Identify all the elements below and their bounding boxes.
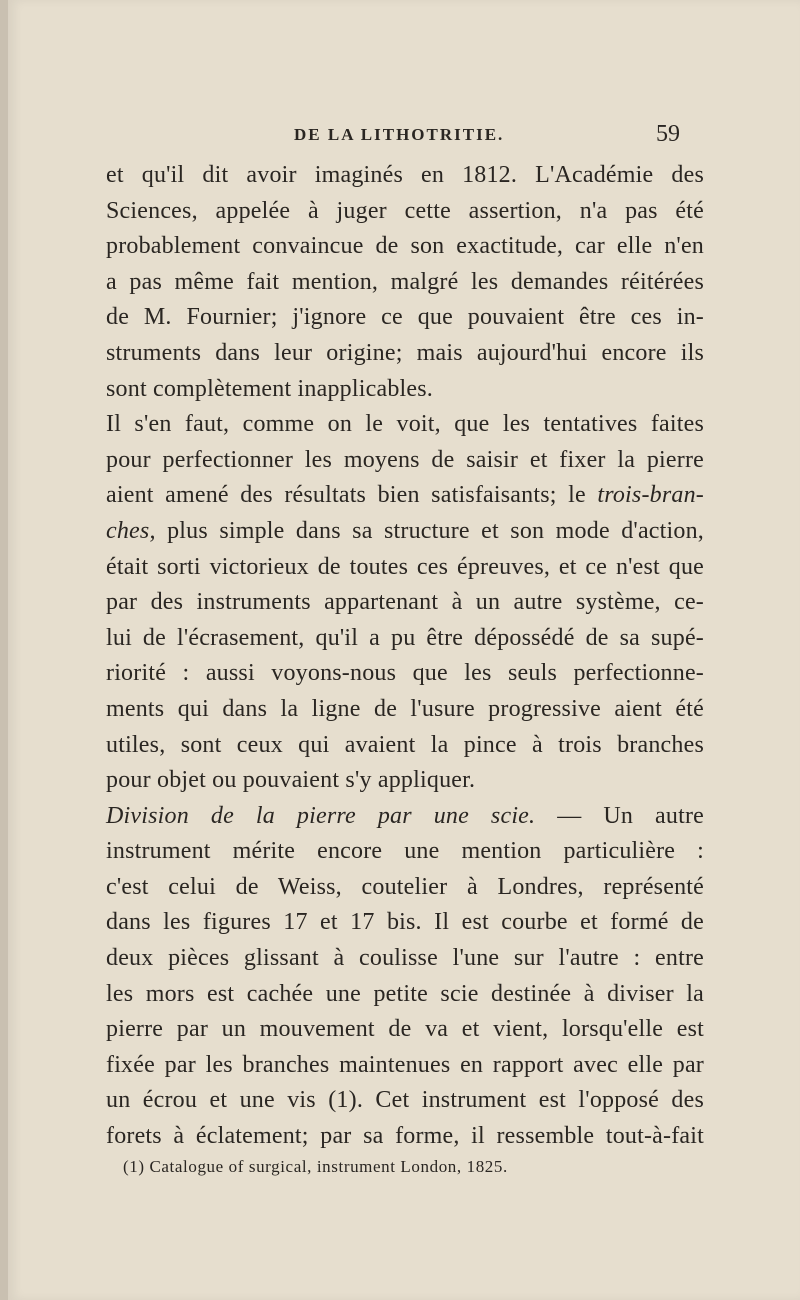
text-fragment: aient amené des résultats bien satisfaisants; le: [106, 482, 586, 509]
text-line: pierre par un mouvement de va et vient, lorsqu'elle est: [106, 1016, 704, 1043]
text-line: de M. Fournier; j'ignore ce que pouvaient être ces in-: [106, 304, 704, 331]
section-heading: Division de la pierre par une scie.: [106, 802, 536, 829]
text-line: lui de l'écrasement, qu'il a pu être dépossédé de sa supé-: [106, 624, 704, 651]
text-line: c'est celui de Weiss, coutelier à Londres, représenté: [106, 873, 704, 900]
text-line: fixée par les branches maintenues en rapport avec elle par: [106, 1051, 704, 1078]
text-line: pour perfectionner les moyens de saisir et fixer la pierre: [106, 446, 704, 473]
text-line: deux pièces glissant à coulisse l'une sur l'autre : entre: [106, 945, 704, 972]
text-line: utiles, sont ceux qui avaient la pince à trois branches: [106, 731, 704, 758]
text-line: sont complètement inapplicables.: [106, 375, 433, 402]
text-line: pour objet ou pouvaient s'y appliquer.: [106, 767, 476, 794]
text-line: instrument mérite encore une mention particulière :: [106, 838, 704, 865]
italic-term-continuation: ches,: [106, 517, 156, 544]
text-line: [106, 514, 704, 550]
text-line: et qu'il dit avoir imaginés en 1812. L'Académie des: [106, 162, 704, 188]
text-line: riorité : aussi voyons-nous que les seuls perfectionne-: [106, 660, 704, 687]
text-fragment: — Un autre: [557, 802, 705, 829]
page-number: 59: [656, 121, 680, 147]
text-line: un écrou et une vis (1). Cet instrument est l'opposé des: [106, 1087, 704, 1114]
text-line: probablement convaincue de son exactitude, car elle n'en: [106, 233, 704, 260]
section-heading-line: [106, 799, 704, 835]
text-line: Sciences, appelée à juger cette assertion, n'a pas été: [106, 197, 704, 224]
body-text: [106, 158, 704, 1155]
text-line: struments dans leur origine; mais aujourd'hui encore ils: [106, 339, 704, 366]
text-line: les mors est cachée une petite scie destinée à diviser la: [106, 980, 704, 1007]
italic-term: trois-bran-: [597, 482, 704, 509]
text-fragment: plus simple dans sa structure et son mode d'action,: [155, 517, 704, 544]
text-line: forets à éclatement; par sa forme, il ressemble tout-à-fait: [106, 1123, 704, 1150]
running-head-title: DE LA LITHOTRITIE.: [294, 125, 505, 144]
text-line: dans les figures 17 et 17 bis. Il est courbe et formé de: [106, 909, 704, 936]
text-line: ments qui dans la ligne de l'usure progressive aient été: [106, 695, 704, 722]
text-line: [106, 478, 704, 514]
footnote: (1) Catalogue of surgical, instrument London, 1825.: [123, 1157, 508, 1176]
book-page: [8, 0, 800, 1300]
text-line: par des instruments appartenant à un autre système, ce-: [106, 589, 704, 616]
text-line: était sorti victorieux de toutes ces épreuves, et ce n'est que: [106, 553, 704, 580]
running-head: [8, 121, 800, 155]
text-line: a pas même fait mention, malgré les demandes réitérées: [106, 268, 704, 295]
paragraph-start-line: Il s'en faut, comme on le voit, que les tentatives faites: [106, 411, 704, 438]
